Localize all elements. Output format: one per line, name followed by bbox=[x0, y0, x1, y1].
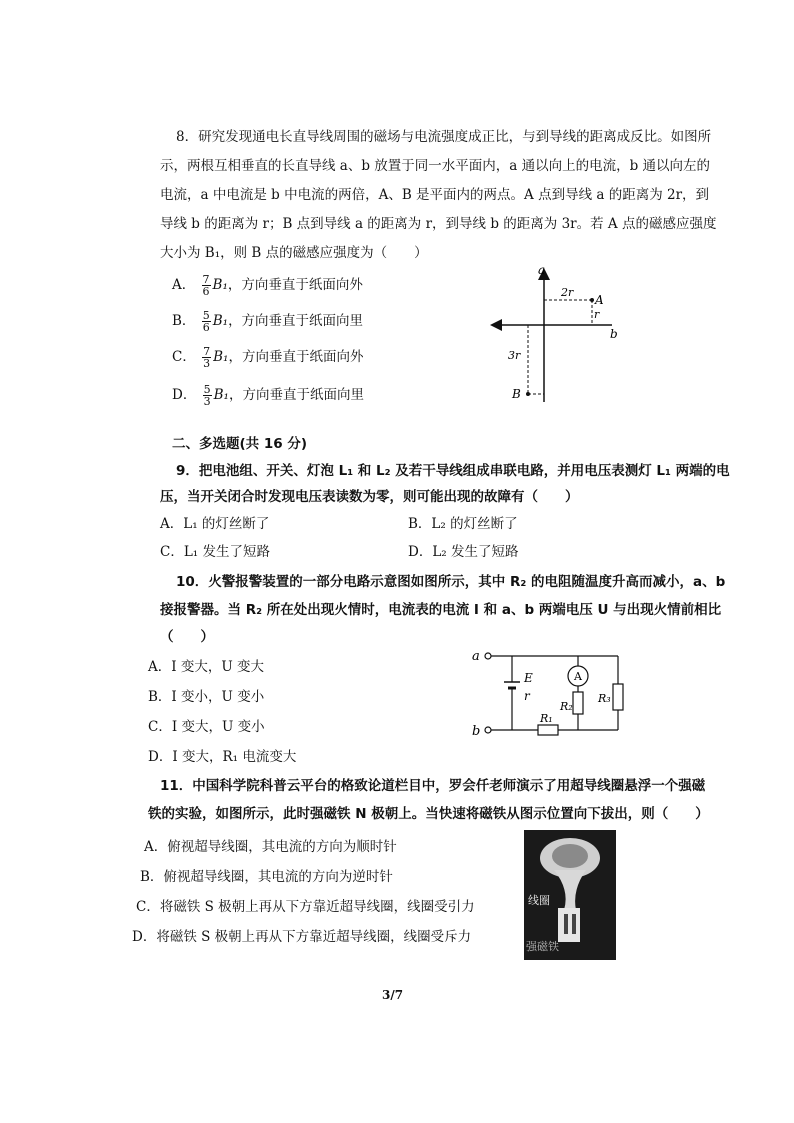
q8-line-5: 大小为 B₁，则 B 点的磁感应强度为（ ） bbox=[160, 245, 428, 261]
point-B bbox=[526, 392, 530, 396]
circuit-label-a: a bbox=[472, 649, 480, 664]
page-number: 3/7 bbox=[382, 988, 404, 1002]
label-2r: 2r bbox=[561, 286, 574, 299]
label-a: a bbox=[538, 263, 546, 277]
levitation-photo bbox=[524, 830, 616, 960]
q8-line-1: 8．研究发现通电长直导线周围的磁场与电流强度成正比，与到导线的距离成反比。如图所 bbox=[176, 129, 712, 145]
circuit-label-r: r bbox=[524, 689, 530, 703]
q10-option-b[interactable]: B．I 变小，U 变小 bbox=[148, 689, 265, 705]
q8-option-c[interactable]: C． $\frac{7}{3}$ B₁，方向垂直于纸面向外 bbox=[172, 345, 364, 370]
resistor-R2 bbox=[573, 692, 583, 714]
q8-option-b[interactable]: B． $\frac{5}{6}$ B₁，方向垂直于纸面向里 bbox=[172, 309, 364, 334]
q10-line-1: 10．火警报警装置的一部分电路示意图如图所示，其中 R₂ 的电阻随温度升高而减小，a、b bbox=[176, 574, 726, 590]
fraction: $\frac{7}{3}$ bbox=[203, 345, 211, 370]
label-b: b bbox=[610, 327, 618, 341]
label-r: r bbox=[594, 308, 600, 321]
q11-option-b[interactable]: B．俯视超导线圈，其电流的方向为逆时针 bbox=[140, 869, 393, 885]
q9-line-2: 压，当开关闭合时发现电压表读数为零，则可能出现的故障有（ ） bbox=[160, 489, 579, 505]
q8-option-d[interactable]: D． $\frac{5}{3}$ B₁，方向垂直于纸面向里 bbox=[172, 383, 364, 408]
fraction: $\frac{5}{6}$ bbox=[202, 309, 210, 334]
photo-magnet bbox=[558, 908, 580, 942]
q9-line-1: 9．把电池组、开关、灯泡 L₁ 和 L₂ 及若干导线组成串联电路，并用电压表测灯 L₁ 两端的电 bbox=[176, 463, 730, 479]
q11-line-1: 11．中国科学院科普云平台的格致论道栏目中，罗会仟老师演示了用超导线圈悬浮一个强磁 bbox=[160, 778, 706, 794]
label-A: A bbox=[595, 293, 604, 307]
q10-circuit-figure bbox=[468, 646, 628, 741]
terminal-a bbox=[485, 653, 491, 659]
q11-option-d[interactable]: D．将磁铁 S 极朝上再从下方靠近超导线圈，线圈受斥力 bbox=[132, 929, 472, 945]
q8-line-2: 示，两根互相垂直的长直导线 a、b 放置于同一水平面内，a 通以向上的电流，b 通以向左的 bbox=[160, 158, 711, 174]
circuit-label-E: E bbox=[524, 671, 533, 685]
q9-option-b[interactable]: B．L₂ 的灯丝断了 bbox=[408, 516, 518, 532]
circuit-label-R3: R₃ bbox=[598, 692, 611, 705]
q10-option-c[interactable]: C．I 变大，U 变小 bbox=[148, 719, 265, 735]
q9-option-a[interactable]: A．L₁ 的灯丝断了 bbox=[160, 516, 270, 532]
q11-option-a[interactable]: A．俯视超导线圈，其电流的方向为顺时针 bbox=[144, 839, 397, 855]
q9-option-d[interactable]: D．L₂ 发生了短路 bbox=[408, 544, 519, 560]
terminal-b bbox=[485, 727, 491, 733]
photo-label-magnet: 强磁铁 bbox=[526, 940, 559, 953]
circuit-label-R1: R₁ bbox=[540, 712, 553, 725]
label-3r: 3r bbox=[508, 349, 521, 362]
photo-stand bbox=[554, 870, 586, 910]
q8-option-a[interactable]: A． $\frac{7}{6}$ B₁，方向垂直于纸面向外 bbox=[172, 273, 363, 298]
fraction: $\frac{5}{3}$ bbox=[203, 383, 211, 408]
q8-line-4: 导线 b 的距离为 r；B 点到导线 a 的距离为 r，到导线 b 的距离为 3r。若 A 点的磁感应强度 bbox=[160, 216, 717, 232]
section-title: 二、多选题(共 16 分) bbox=[172, 436, 308, 452]
q10-line-2: 接报警器。当 R₂ 所在处出现火情时，电流表的电流 I 和 a、b 两端电压 U 与出现火情前相比 bbox=[160, 602, 722, 618]
q10-line-3: （ ） bbox=[160, 629, 214, 645]
q9-option-c[interactable]: C．L₁ 发生了短路 bbox=[160, 544, 270, 560]
resistor-R1 bbox=[538, 725, 558, 735]
circuit-label-ammeter: A bbox=[574, 670, 582, 683]
q11-line-2: 铁的实验，如图所示，此时强磁铁 N 极朝上。当快速将磁铁从图示位置向下拔出，则（ ） bbox=[148, 806, 709, 822]
fraction: $\frac{7}{6}$ bbox=[202, 273, 210, 298]
q10-option-d[interactable]: D．I 变大，R₁ 电流变大 bbox=[148, 749, 297, 765]
circuit-label-R2: R₂ bbox=[560, 700, 573, 713]
circuit-label-b: b bbox=[472, 724, 481, 739]
label-B: B bbox=[512, 387, 521, 401]
photo-content bbox=[524, 830, 616, 960]
point-A bbox=[590, 298, 594, 302]
q8-wire-figure bbox=[488, 262, 628, 412]
q8-line-3: 电流，a 中电流是 b 中电流的两倍，A、B 是平面内的两点。A 点到导线 a 的距离为 2r，到 bbox=[160, 187, 710, 203]
q10-option-a[interactable]: A．I 变大，U 变大 bbox=[148, 659, 265, 675]
photo-label-coil: 线圈 bbox=[528, 894, 550, 907]
q11-option-c[interactable]: C．将磁铁 S 极朝上再从下方靠近超导线圈，线圈受引力 bbox=[136, 899, 475, 915]
resistor-R3 bbox=[613, 684, 623, 710]
